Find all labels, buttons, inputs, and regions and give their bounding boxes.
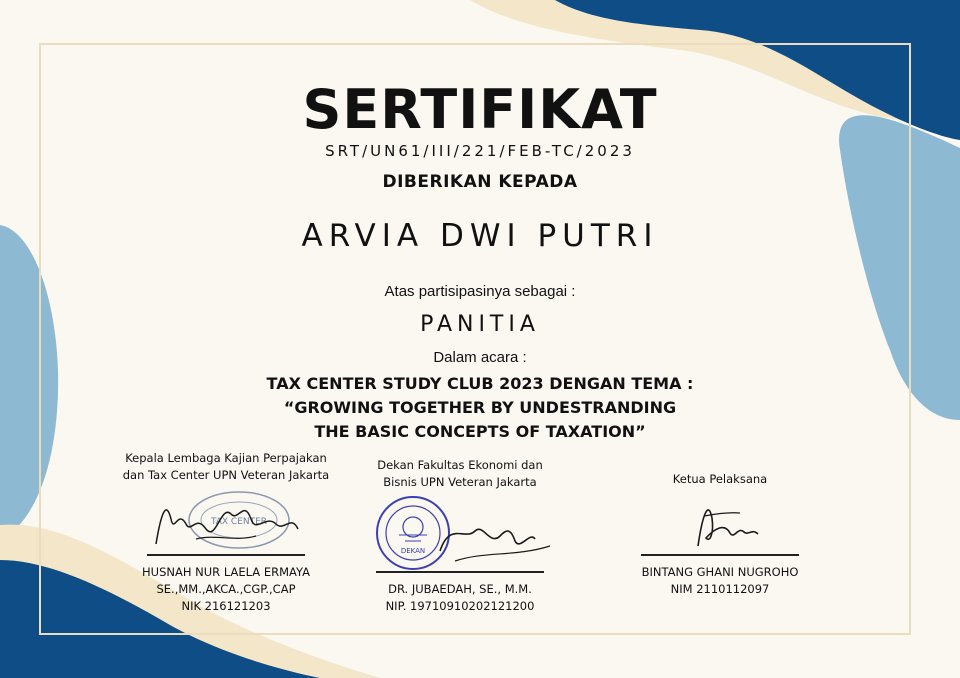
recipient-name: ARVIA DWI PUTRI xyxy=(301,218,659,254)
certificate-number: SRT/UN61/III/221/FEB-TC/2023 xyxy=(325,142,635,160)
given-to-label: DIBERIKAN KEPADA xyxy=(382,172,578,192)
signatory-position: Dekan Fakultas Ekonomi dan Bisnis UPN Veteran Jakarta xyxy=(377,458,543,489)
signatory-name: DR. JUBAEDAH, SE., M.M. NIP. 19710910202121200 xyxy=(385,581,535,613)
event-line: TAX CENTER STUDY CLUB 2023 DENGAN TEMA : xyxy=(266,374,694,393)
signatory-position: Ketua Pelaksana xyxy=(672,472,768,486)
signatory-dean xyxy=(350,457,570,615)
signature-with-stamp xyxy=(126,484,326,554)
signature xyxy=(640,488,800,554)
signature-line xyxy=(147,554,305,556)
event-label: Dalam acara : xyxy=(433,349,527,366)
signatory-tax-center xyxy=(100,450,352,615)
participation-label: Atas partisipasinya sebagai : xyxy=(384,283,576,300)
signature-line xyxy=(641,554,799,556)
event-line: “GROWING TOGETHER BY UNDESTRANDING xyxy=(283,398,677,417)
stamp-text: DEKAN xyxy=(400,547,426,555)
signatory-chairperson xyxy=(620,471,820,598)
stamp-text: TAX CENTER xyxy=(210,517,268,527)
signature-with-stamp xyxy=(355,491,565,571)
signatory-name: BINTANG GHANI NUGROHO NIM 2110112097 xyxy=(641,564,799,596)
signatory-name: HUSNAH NUR LAELA ERMAYA SE.,MM.,AKCA.,CGP.,CAP NIK 216121203 xyxy=(142,564,310,613)
event-line: THE BASIC CONCEPTS OF TAXATION” xyxy=(314,422,646,441)
event-title xyxy=(0,372,960,444)
participant-role: PANITIA xyxy=(420,312,540,337)
signature-line xyxy=(376,571,544,573)
certificate-title: SERTIFIKAT xyxy=(302,78,658,141)
signatory-position: Kepala Lembaga Kajian Perpajakan dan Tax Center UPN Veteran Jakarta xyxy=(122,451,330,482)
